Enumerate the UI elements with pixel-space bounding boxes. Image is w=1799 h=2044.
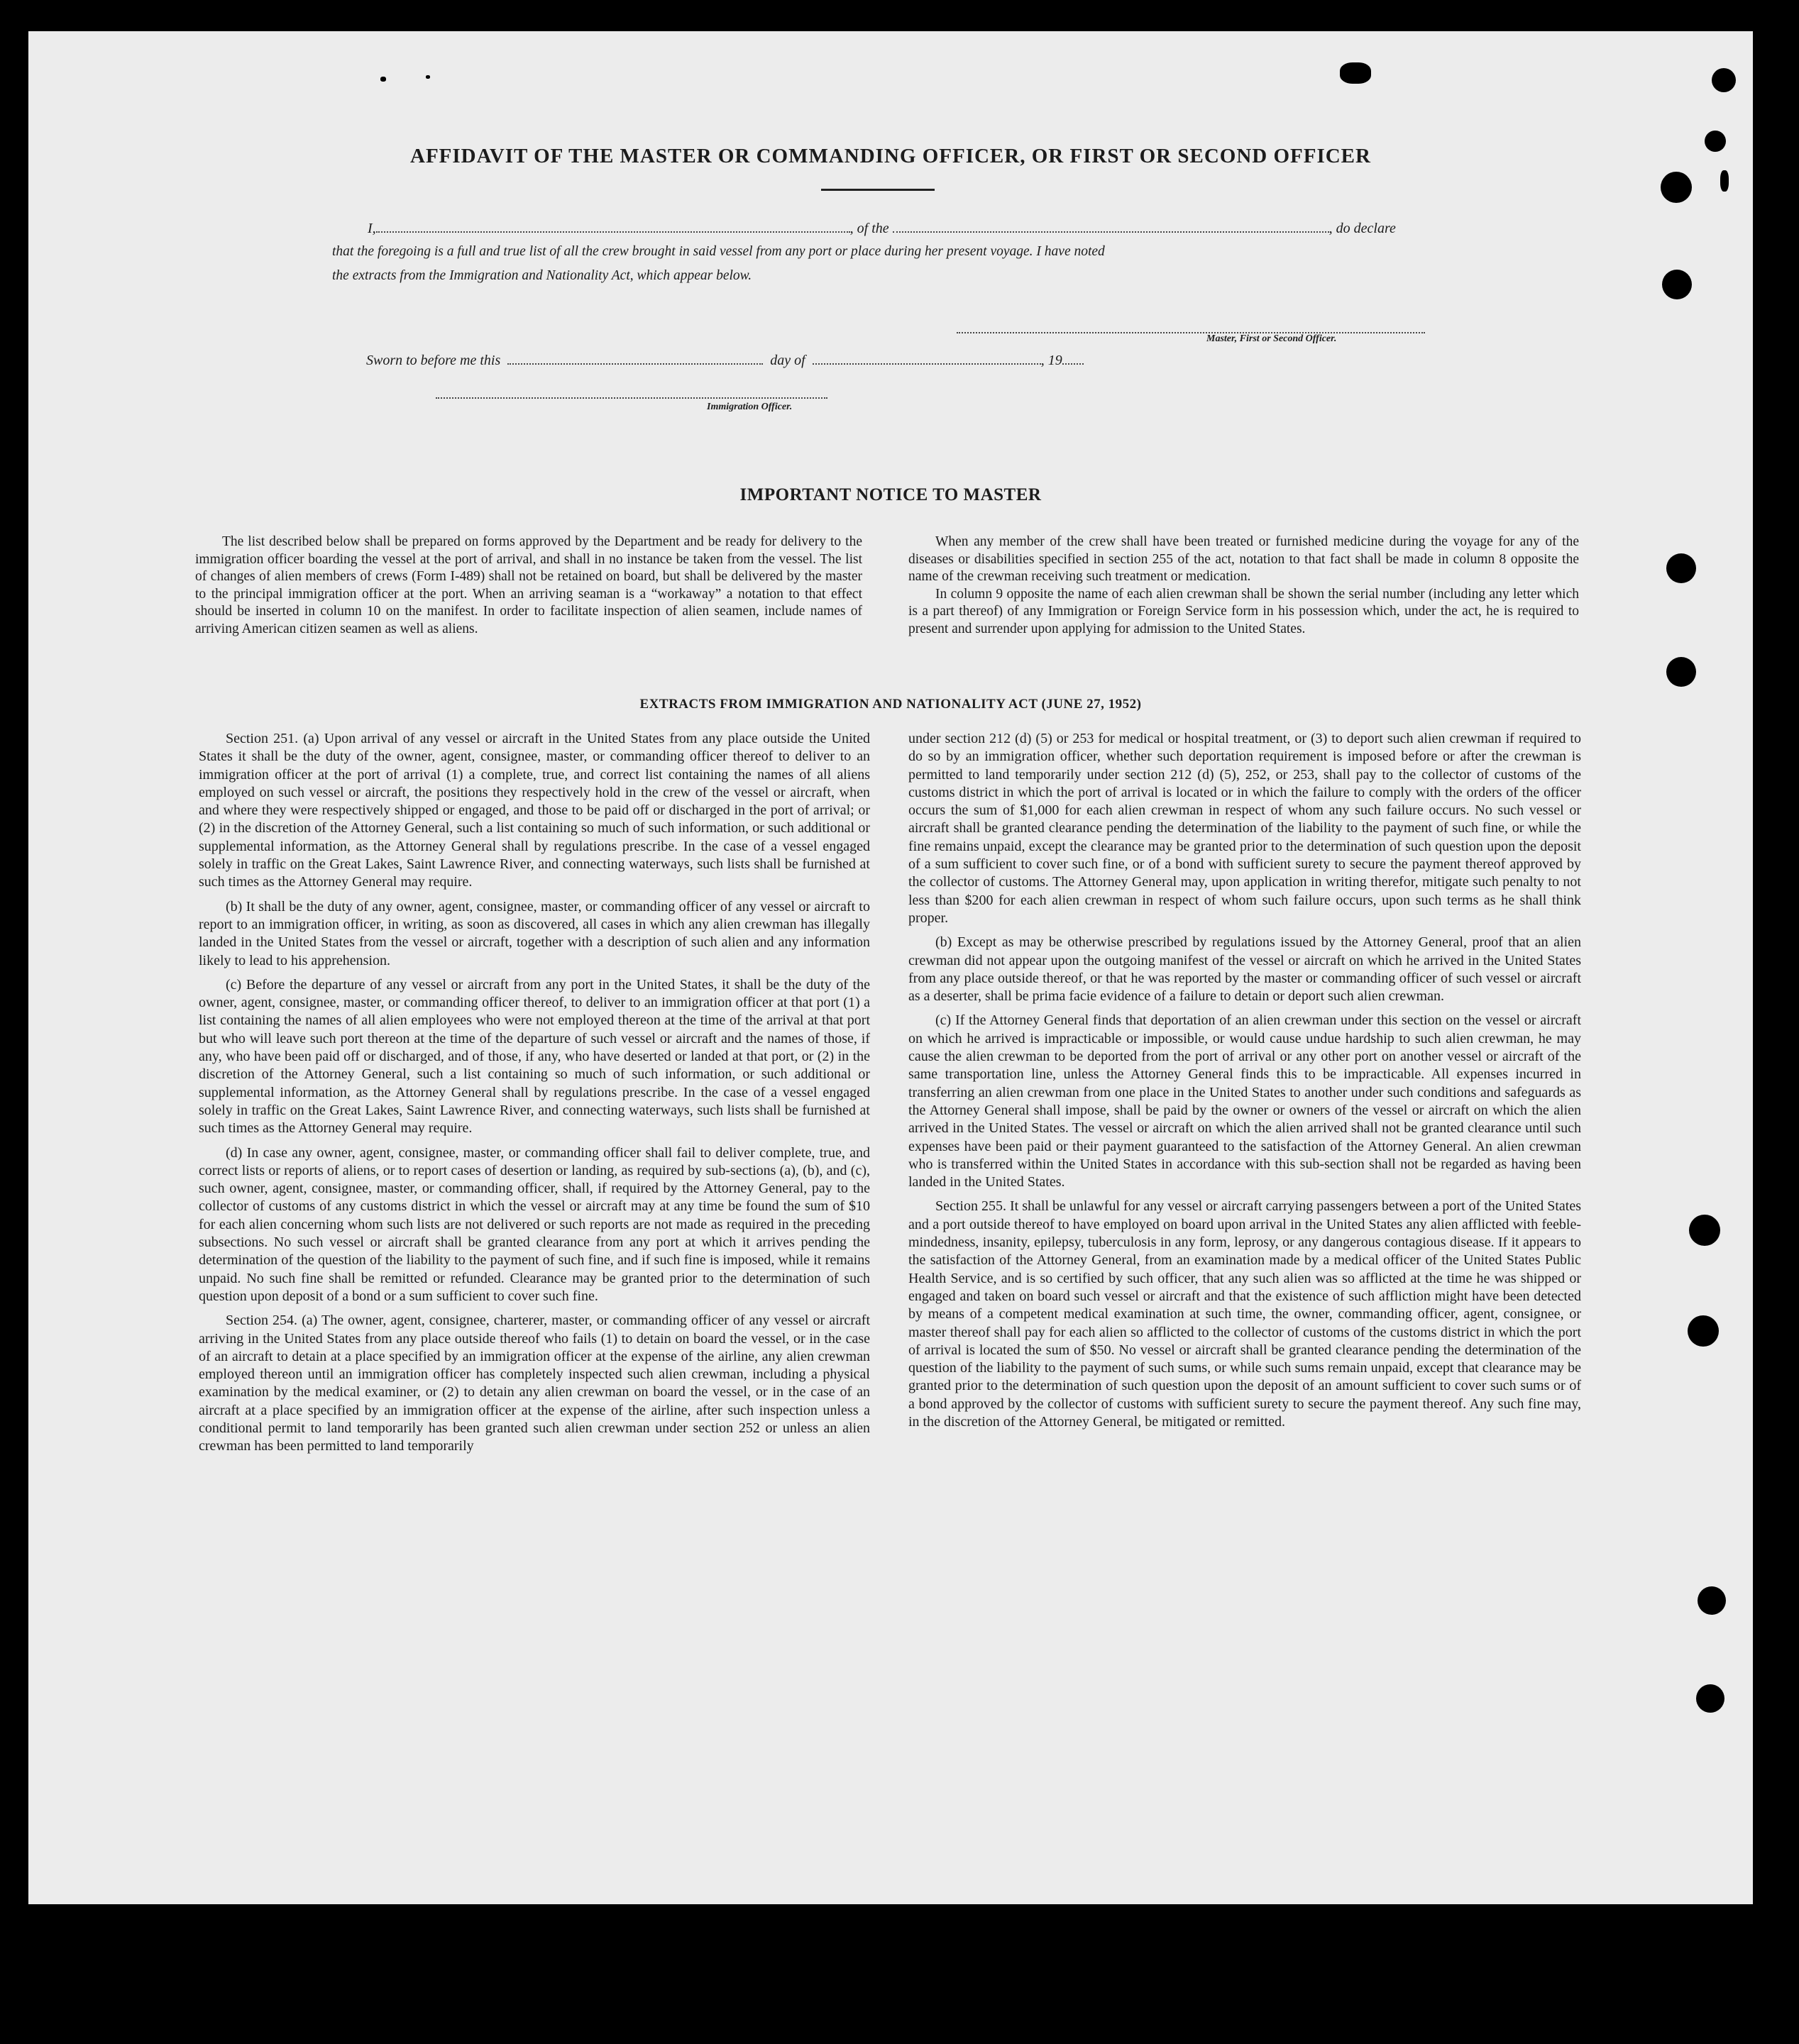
form-page (28, 31, 1753, 1904)
section-251b: (b) It shall be the duty of any owner, agent, consignee, master, or commanding officer of any vessel or aircraft to report to an immigration officer, in writing, as soon as discovered, all cases in which any alien crewman has illegally landed in the United States from the vessel or aircraft, together with a description of such alien and any information likely to lead to his apprehension. (199, 898, 870, 968)
notice-paragraph: In column 9 opposite the name of each alien crewman shall be shown the serial number (including any letter which is a part thereof) of any Immigration or Foreign Service form in his possession which, under the act, he is required to present and surrender upon applying for admission to the United States. (908, 586, 1579, 636)
ink-speck (426, 75, 430, 79)
extracts-title: EXTRACTS FROM IMMIGRATION AND NATIONALITY ACT (JUNE 27, 1952) (639, 697, 1142, 712)
immigration-officer-signature-line[interactable] (436, 397, 827, 399)
extracts-left-column (199, 730, 870, 1456)
section-251c: (c) Before the departure of any vessel or aircraft from any port in the United States, it shall be the duty of the owner, agent, consignee, master, or commanding officer thereof, to deliver to an immigration officer at that port (1) a list containing the names of all alien employees who were not employed thereon at the time of the arrival at that port but who will leave such port thereon at the time of the departure of such vessel or aircraft and the names of those, if any, who have been paid off or discharged, and of those, if any, who have deserted or landed at that port, or (2) in the discretion of the Attorney General, such a list containing so much of such information, or such additional or supplemental information, as the Attorney General shall by regulations prescribe. In the case of a vessel engaged solely in traffic on the Great Lakes, Saint Lawrence River, and connecting waterways, such lists shall be furnished at such times as the Attorney General may require. (199, 976, 870, 1137)
sworn-line: Sworn to before me this day of , 19 (366, 350, 1084, 369)
section-254a-continued: under section 212 (d) (5) or 253 for medical or hospital treatment, or (3) to deport such alien crewman if required to do so by an immigration officer, whether such deportation requirement is imposed before or after the crewman is permitted to land temporarily under section 212 (d) (5), 252, or 253, shall pay to the collector of customs of the customs district in which the port of arrival is located or in which the failure to comply with the orders of the officer occurs the sum of $1,000 for each alien crewman in respect of whom any such failure occurs. No such vessel or aircraft shall be granted clearance pending the determination of the liability to the payment of such fine, or while the fine remains unpaid, except the clearance may be granted prior to the determination of such question upon the deposit of a sum sufficient to cover such fine, or of a bond with sufficient surety to secure the payment thereof approved by the collector of customs. The Attorney General may, upon application in writing therefor, mitigate such penalty to not less than $200 for each alien crewman in respect of whom such failure occurs, upon such terms as he shall think proper. (908, 731, 1581, 926)
master-signature-caption: Master, First or Second Officer. (1206, 333, 1337, 344)
name-blank[interactable] (376, 219, 850, 233)
immigration-officer-caption: Immigration Officer. (707, 402, 793, 412)
notice-right-column (908, 534, 1579, 638)
punch-hole (1666, 657, 1696, 687)
notice-left-column (195, 534, 862, 638)
sworn-month-blank[interactable] (813, 350, 1041, 365)
sworn-day-blank[interactable] (507, 350, 763, 365)
section-254b: (b) Except as may be otherwise prescribed by regulations issued by the Attorney General, proof that an alien crewman did not appear upon the outgoing manifest of the vessel or aircraft on which he arrived in the United States from any place outside thereof, or that he was reported by the master or commanding officer of such vessel or aircraft as a deserter, shall be prima facie evidence of a failure to detain or deport such alien crewman. (908, 934, 1581, 1005)
declaration-line: I, , of the , do declare (368, 219, 1396, 237)
declaration-text-line3: the extracts from the Immigration and Nationality Act, which appear below. (332, 268, 752, 283)
ink-blot (1340, 62, 1371, 84)
master-signature-line[interactable] (957, 332, 1425, 333)
punch-hole (1712, 68, 1736, 92)
sworn-year-blank[interactable] (1062, 350, 1084, 365)
ink-speck (380, 77, 386, 82)
notice-paragraph: The list described below shall be prepared on forms approved by the Department and be ready for delivery to the immigration officer boarding the vessel at the port of arrival, and shall in no instance be taken from the vessel. The list of changes of alien members of crews (Form I-489) shall not be retained on board, but shall be delivered by the master to the principal immigration officer at the port. When an arriving seaman is a “workaway” a notation to that effect should be inserted in column 10 on the manifest. In order to facilitate inspection of alien seamen, include names of arriving American citizen seamen as well as aliens. (195, 534, 862, 636)
section-255: Section 255. It shall be unlawful for any vessel or aircraft carrying passengers between a port of the United States and a port outside thereof to have employed on board upon arrival in the United States any alien afflicted with feeble-mindedness, insanity, epilepsy, tuberculosis in any form, leprosy, or any dangerous contagious disease. If it appears to the satisfaction of the Attorney General, from an examination made by a medical officer of the United States Public Health Service, and is so certified by such officer, that any such alien was so afflicted at the time he was shipped or engaged and taken on board such vessel or aircraft and that the existence of such affliction might have been detected by means of a competent medical examination at such time, the owner, commanding officer, agent, consignee, or master thereof shall pay for each alien so afflicted to the collector of customs of the customs district in which the port of arrival is located the sum of $50. No vessel or aircraft shall be granted clearance pending the determination of the question of the liability to the payment of such sums, or while such sums remain unpaid, except that clearance may be granted prior to the determination of such question upon the deposit of an amount sufficient to cover such sums or of a bond approved by the collector of customs with sufficient surety to secure the payment thereof. Any such fine may, in the discretion of the Attorney General, be mitigated or remitted. (908, 1198, 1581, 1430)
declaration-text-line2: that the foregoing is a full and true list of all the crew brought in said vessel from any port or place during her present voyage. I have noted (332, 244, 1105, 259)
punch-hole (1688, 1315, 1719, 1347)
extracts-right-column (908, 730, 1581, 1431)
affidavit-title: AFFIDAVIT OF THE MASTER OR COMMANDING OFFICER, OR FIRST OR SECOND OFFICER (410, 145, 1371, 167)
punch-hole (1661, 172, 1692, 203)
punch-hole (1666, 553, 1696, 583)
punch-hole (1662, 270, 1692, 299)
vessel-blank[interactable] (893, 219, 1329, 233)
notice-title: IMPORTANT NOTICE TO MASTER (739, 485, 1042, 504)
punch-hole (1696, 1684, 1724, 1713)
section-254c: (c) If the Attorney General finds that deportation of an alien crewman under this section on the vessel or aircraft on which he arrived is impracticable or impossible, or would cause undue hardship to such alien crewman, he may cause the alien crewman to be deported from the port of arrival or any other port on another vessel or aircraft of the same transportation line, unless the Attorney General finds this to be impracticable. All expenses incurred in transferring an alien crewman from one place in the United States to another under such conditions and safeguards as the Attorney General shall impose, shall be paid by the owner or owners of the vessel or aircraft on which the alien arrived in the United States. The vessel or aircraft on which the alien arrived shall not be granted clearance until such expenses have been paid or their payment guaranteed to the satisfaction of the Attorney General. An alien crewman who is transferred within the United States in accordance with this sub-section shall not be regarded as having been landed in the United States. (908, 1012, 1581, 1191)
punch-hole (1698, 1586, 1726, 1615)
section-254a: Section 254. (a) The owner, agent, consignee, charterer, master, or commanding officer of any vessel or aircraft arriving in the United States from any place outside thereof who fails (1) to detain on board the vessel, or in the case of an aircraft to detain at a place specified by an immigration officer at the expense of the airline, any alien crewman employed thereon until an immigration officer has completely inspected such alien crewman, including a physical examination by the medical examiner, or (2) to detain any alien crewman on board the vessel, or in the case of an aircraft at a place specified by an immigration officer at the expense of the airline, after such inspection unless a conditional permit to land temporarily has been granted such alien crewman under section 252 or unless an alien crewman has been permitted to land temporarily (199, 1313, 870, 1454)
section-251d: (d) In case any owner, agent, consignee, master, or commanding officer shall fail to deliver complete, true, and correct lists or reports of aliens, or to report cases of desertion or landing, as required by sub-sections (a), (b), and (c), such owner, agent, consignee, master, or commanding officer, shall, if required by the Attorney General, pay to the collector of customs of any customs district in which the vessel or aircraft may at any time be found the sum of $10 for each alien concerning whom such lists are not delivered or such reports are not made as required in the preceding subsections. No such vessel or aircraft shall be granted clearance from any port at which it arrives pending the determination of the question of the liability to the payment of such fine, and if such fine is imposed, while it remains unpaid. No such fine shall be remitted or refunded. Clearance may be granted prior to the determination of such question upon deposit of a bond or a sum sufficient to cover such fine. (199, 1144, 870, 1304)
notice-paragraph: When any member of the crew shall have been treated or furnished medicine during the voyage for any of the diseases or disabilities specified in section 255 of the act, notation to that fact shall be made in column 8 opposite the name of the crewman receiving such treatment or medication. (908, 534, 1579, 584)
section-251a: Section 251. (a) Upon arrival of any vessel or aircraft in the United States from any place outside the United States it shall be the duty of the owner, agent, consignee, master, or commanding officer thereof to deliver to an immigration officer at the port of arrival (1) a complete, true, and correct list containing the names of all aliens employed on such vessel or aircraft, the positions they respectively hold in the crew of the vessel or aircraft, when and where they were respectively shipped or engaged, and those to be paid off or discharged in the port of arrival; or (2) in the discretion of the Attorney General, such a list containing so much of such information, or such additional or supplemental information, as the Attorney General shall by regulations prescribe. In the case of a vessel engaged solely in traffic on the Great Lakes, Saint Lawrence River, and connecting waterways, such lists shall be furnished at such times as the Attorney General may require. (199, 731, 870, 890)
title-divider (821, 189, 935, 191)
punch-hole (1689, 1215, 1720, 1246)
ink-speck (1720, 170, 1729, 192)
